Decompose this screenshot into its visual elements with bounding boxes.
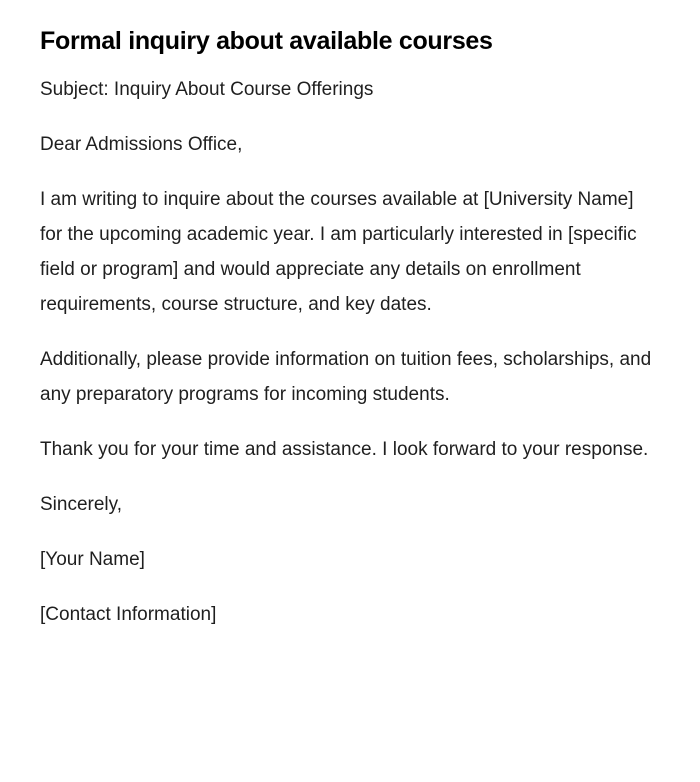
letter-body-paragraph-2: Additionally, please provide information on tuition fees, scholarships, and any preparatory programs for incoming students. (40, 349, 652, 405)
letter-contact-information: [Contact Information] (40, 604, 217, 625)
letter-signature-name: [Your Name] (40, 549, 145, 570)
page-title: Formal inquiry about available courses (40, 27, 493, 55)
letter-closing: Sincerely, (40, 494, 123, 515)
letter-body-paragraph-1: I am writing to inquire about the courses available at [University Name] for the upcoming academic year. I am particularly interested in [specific field or program] and would appreciate any details on enrollment requirements, course structure, and key dates. (40, 189, 637, 315)
letter-salutation: Dear Admissions Office, (40, 134, 243, 155)
letter-subject: Subject: Inquiry About Course Offerings (40, 79, 374, 100)
letter-body-paragraph-3: Thank you for your time and assistance. I look forward to your response. (40, 439, 649, 460)
